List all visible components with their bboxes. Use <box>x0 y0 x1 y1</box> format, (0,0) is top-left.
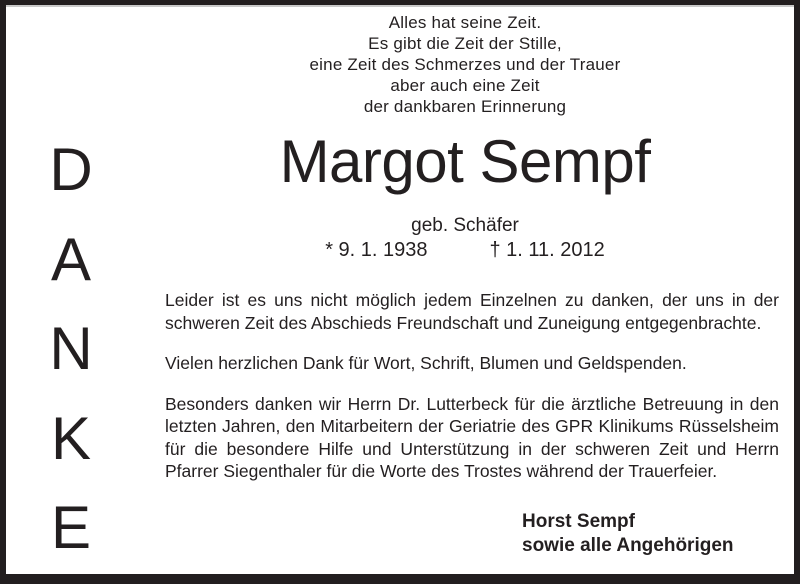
thank-you-text <box>165 289 779 501</box>
thanks-paragraph-donations: Vielen herzlichen Dank für Wort, Schrift, Blumen und Geldspenden. <box>165 353 687 373</box>
vertical-danke-word <box>38 136 104 561</box>
signature-name: Horst Sempf <box>522 511 635 532</box>
danke-letter-k: K <box>50 404 92 472</box>
verse-line: der dankbaren Erinnerung <box>363 97 567 116</box>
danke-letter-d: D <box>49 136 93 203</box>
scan-hairline <box>6 5 794 7</box>
danke-letter-a: A <box>50 225 92 293</box>
danke-letter-e: E <box>50 494 92 561</box>
verse-line: aber auch eine Zeit <box>390 76 540 95</box>
frame-bottom-border <box>0 574 800 584</box>
frame-right-border <box>794 0 800 584</box>
verse-line: Alles hat seine Zeit. <box>388 13 542 32</box>
signature-family: sowie alle Angehörigen <box>522 535 734 556</box>
verse-line: Es gibt die Zeit der Stille, <box>368 34 562 53</box>
opening-verse <box>160 12 770 117</box>
birth-date: * 9. 1. 1938 <box>325 239 428 261</box>
deceased-name: Margot Sempf <box>279 128 651 195</box>
death-date: † 1. 11. 2012 <box>489 239 605 261</box>
verse-line: eine Zeit des Schmerzes und der Trauer <box>309 55 621 74</box>
maiden-name: geb. Schäfer <box>411 215 519 236</box>
frame-left-border <box>0 0 6 584</box>
thanks-paragraph-special: Besonders danken wir Herrn Dr. Lutterbeck für die ärztliche Betreuung in den letzten Jahren, den Mitarbeitern der Geriatrie des GPR Klinikums Rüsselsheim für die besondere Hilfe und Unterstützung in der schweren Zeit und Herrn Pfarrer Siegenthaler für die Worte des Trostes während der Trauerfeier. <box>165 393 779 481</box>
thanks-paragraph-general: Leider ist es uns nicht möglich jedem Einzelnen zu danken, der uns in der schweren Zeit des Abschieds Freundschaft und Zuneigung entgegenbrachte. <box>165 290 779 333</box>
life-dates <box>160 238 770 262</box>
danke-letter-n: N <box>49 315 93 382</box>
signature-block <box>522 510 734 558</box>
